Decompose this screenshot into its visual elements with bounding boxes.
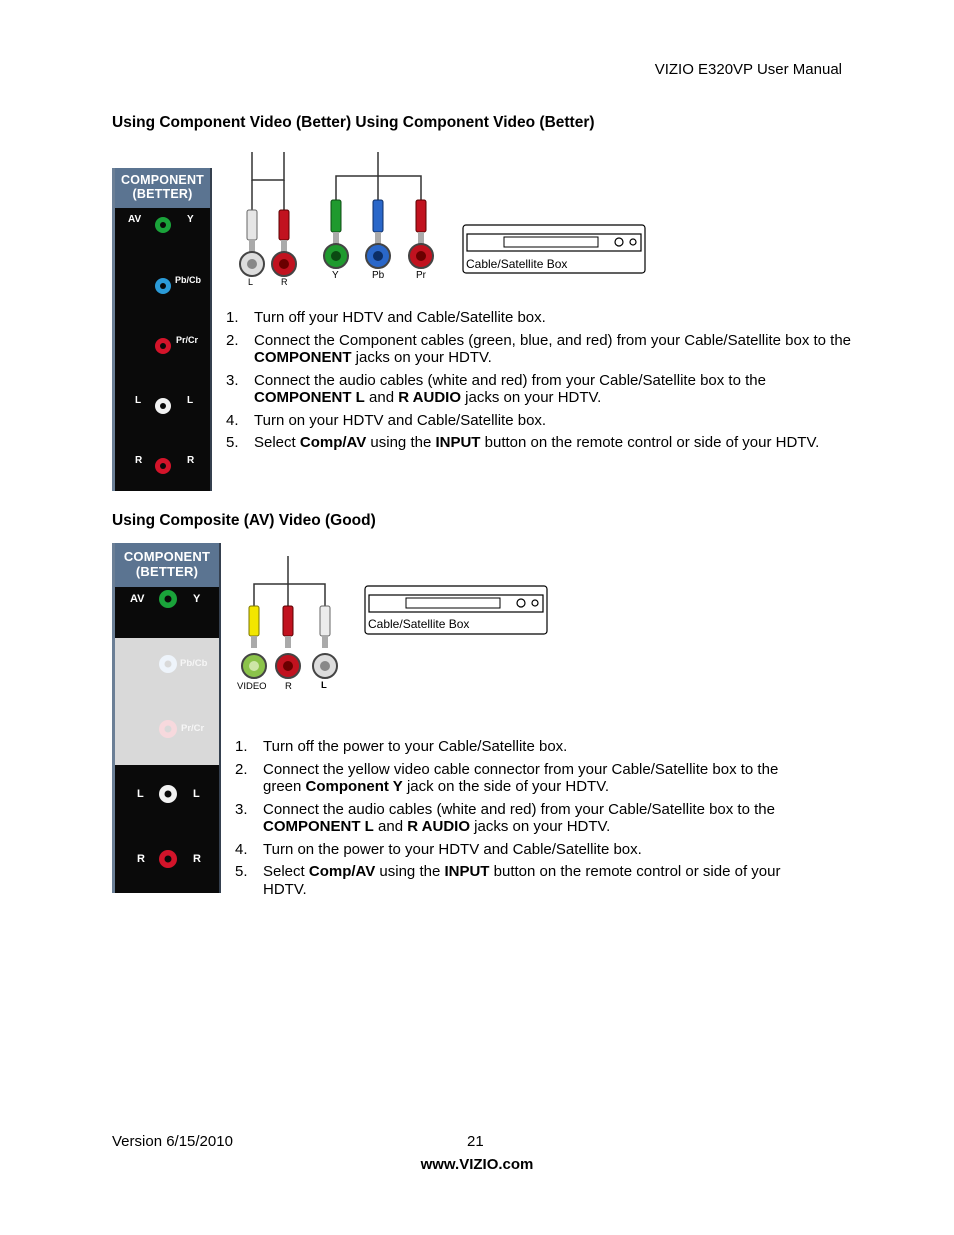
device-label: Cable/Satellite Box xyxy=(368,617,470,631)
label-y: Y xyxy=(187,214,194,225)
cable-label-l: L xyxy=(248,277,254,287)
steps-list-component xyxy=(226,309,851,457)
jack-y xyxy=(159,590,177,608)
label-l-left: L xyxy=(137,788,144,800)
section-heading-component: Using Component Video (Better) Using Component Video (Better) xyxy=(112,114,595,131)
cable-label-l: L xyxy=(321,680,327,691)
device-label: Cable/Satellite Box xyxy=(466,257,568,271)
jack-y xyxy=(155,217,171,233)
label-av: AV xyxy=(130,593,145,605)
step-number: 5. xyxy=(226,434,239,451)
step-item xyxy=(235,738,810,756)
step-item xyxy=(226,434,851,452)
jack-r xyxy=(155,458,171,474)
label-l-right: L xyxy=(187,395,194,406)
composite-cables-graphic xyxy=(236,556,341,696)
step-item xyxy=(226,372,851,407)
footer-version: Version 6/15/2010 xyxy=(112,1133,233,1150)
step-text-bold: Component Y xyxy=(305,778,403,795)
label-r-right: R xyxy=(193,853,201,865)
jack-pr-faded xyxy=(159,720,177,738)
cable-label-video: VIDEO xyxy=(237,681,267,692)
label-av: AV xyxy=(128,214,142,225)
step-text-bold: COMPONENT L xyxy=(254,389,365,406)
jack-l xyxy=(155,398,171,414)
step-text: button on the remote control or side of your HDTV. xyxy=(263,863,781,898)
cable-label-r: R xyxy=(281,277,288,287)
step-number: 2. xyxy=(226,331,239,349)
panel-jacks-graphic xyxy=(115,587,219,893)
manual-title: VIZIO E320VP User Manual xyxy=(654,61,842,78)
step-text: Turn on the power to your HDTV and Cable/Satellite box. xyxy=(263,840,642,858)
step-item xyxy=(226,412,851,430)
step-number: 5. xyxy=(235,863,248,880)
label-r-left: R xyxy=(137,853,145,865)
jack-r xyxy=(159,850,177,868)
panel-jacks-graphic xyxy=(115,208,210,496)
steps-list-composite xyxy=(235,738,810,903)
label-pr: Pr/Cr xyxy=(176,335,199,345)
step-text: Connect the audio cables (white and red) from your Cable/Satellite box to the xyxy=(263,800,775,818)
step-item xyxy=(235,863,810,898)
step-text: jacks on your HDTV. xyxy=(470,818,611,835)
step-text: Select xyxy=(254,434,300,451)
step-text: jacks on your HDTV. xyxy=(351,349,492,366)
label-r-left: R xyxy=(135,455,143,466)
step-number: 4. xyxy=(235,840,248,858)
jack-pb xyxy=(155,278,171,294)
step-text: jacks on your HDTV. xyxy=(461,389,602,406)
panel-title: COMPONENT xyxy=(120,173,205,187)
step-number: 3. xyxy=(226,371,239,389)
step-text: using the xyxy=(366,434,436,451)
step-text: Turn off the power to your Cable/Satellite box. xyxy=(263,738,568,755)
label-pb: Pb/Cb xyxy=(175,275,201,285)
step-text: Select xyxy=(263,863,309,880)
step-text-bold: Comp/AV xyxy=(299,434,367,451)
step-item xyxy=(235,801,810,836)
footer-website-link[interactable]: www.VIZIO.com xyxy=(420,1156,534,1173)
label-r-right: R xyxy=(187,455,195,466)
label-l-left: L xyxy=(135,395,142,406)
audio-cables-graphic xyxy=(236,152,298,292)
panel-subtitle: (BETTER) xyxy=(135,564,199,579)
step-number: 1. xyxy=(226,309,239,326)
component-cables-graphic xyxy=(318,152,438,287)
step-text: jack on the side of your HDTV. xyxy=(402,778,609,795)
step-item xyxy=(235,761,810,796)
step-text-bold: R AUDIO xyxy=(407,818,470,835)
panel-subtitle: (BETTER) xyxy=(132,187,193,201)
step-number: 2. xyxy=(235,760,248,778)
component-panel xyxy=(112,168,212,491)
panel-title: COMPONENT xyxy=(123,549,211,564)
step-text-bold: COMPONENT L xyxy=(263,818,374,835)
cable-label-pr: Pr xyxy=(416,270,426,281)
composite-panel xyxy=(112,543,221,893)
footer-page-number: 21 xyxy=(467,1133,484,1150)
step-text: Turn on your HDTV and Cable/Satellite box. xyxy=(254,411,547,429)
jack-l xyxy=(159,785,177,803)
step-item xyxy=(226,332,851,367)
step-item xyxy=(226,309,851,327)
label-pr: Pr/Cr xyxy=(181,723,205,734)
panel-header xyxy=(115,543,219,587)
cable-satellite-box xyxy=(364,585,548,635)
step-item xyxy=(235,841,810,859)
step-text: button on the remote control or side of your HDTV. xyxy=(480,434,820,451)
panel-header xyxy=(115,168,210,208)
label-y: Y xyxy=(193,593,201,605)
step-text-bold: COMPONENT xyxy=(254,349,352,366)
step-text-bold: INPUT xyxy=(444,863,490,880)
cable-label-y: Y xyxy=(332,270,339,281)
cable-label-pb: Pb xyxy=(372,270,385,281)
cable-label-r: R xyxy=(285,681,292,692)
step-number: 4. xyxy=(226,411,239,429)
section-heading-composite: Using Composite (AV) Video (Good) xyxy=(112,512,376,529)
step-text: Connect the Component cables (green, blue, and red) from your Cable/Satellite box to the xyxy=(254,331,852,349)
step-number: 3. xyxy=(235,800,248,818)
step-text-bold: INPUT xyxy=(435,434,481,451)
label-l-right: L xyxy=(193,788,200,800)
step-text: Connect the yellow video cable connector from your Cable/Satellite box to the green xyxy=(263,760,779,795)
step-text: Turn off your HDTV and Cable/Satellite box. xyxy=(254,309,546,326)
step-text: and xyxy=(364,389,399,406)
step-number: 1. xyxy=(235,738,248,755)
step-text-bold: R AUDIO xyxy=(398,389,461,406)
jack-pb-faded xyxy=(159,655,177,673)
cable-satellite-box xyxy=(462,224,646,274)
label-pb: Pb/Cb xyxy=(180,658,208,669)
step-text: using the xyxy=(375,863,445,880)
step-text: and xyxy=(373,818,408,835)
jack-pr xyxy=(155,338,171,354)
step-text-bold: Comp/AV xyxy=(308,863,376,880)
step-text: Connect the audio cables (white and red) from your Cable/Satellite box to the xyxy=(254,371,766,389)
